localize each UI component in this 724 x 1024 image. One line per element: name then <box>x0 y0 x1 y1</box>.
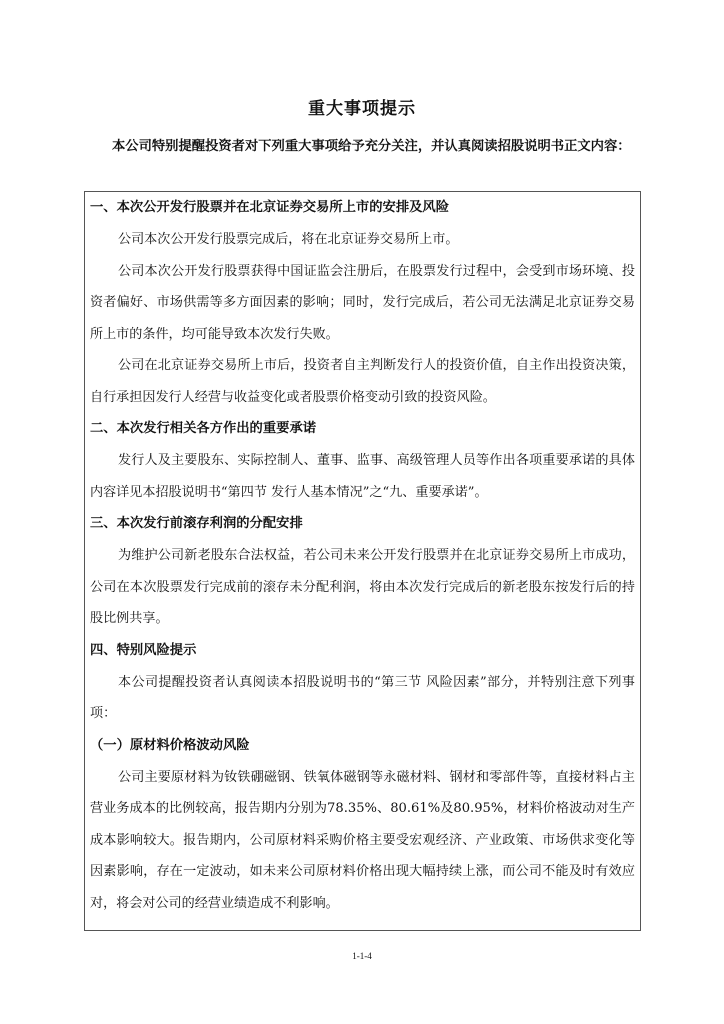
section-1-paragraph-3: 公司在北京证券交易所上市后，投资者自主判断发行人的投资价值，自主作出投资决策，自行承担因发行人经营与收益变化或者股票价格变动引致的投资风险。 <box>90 358 635 405</box>
document-title: 重大事项提示 <box>308 99 416 119</box>
subsection-paragraph: 公司主要原材料为钕铁硼磁钢、铁氧体磁钢等永磁材料、钢材和零部件等，直接材料占主营业务成本的比例较高，报告期内分别为78.35%、80.61%及80.95%，材料价格波动对生产成本影响较大。报告期内，公司原材料采购价格主要受宏观经济、产业政策、市场供求变化等因素影响，存在一定波动，如未来公司原材料价格出现大幅持续上涨，而公司不能及时有效应对，将会对公司的经营业绩造成不利影响。 <box>90 769 635 911</box>
section-1-heading: 一、本次公开发行股票并在北京证券交易所上市的安排及风险 <box>90 200 450 215</box>
section-1-paragraph-2: 公司本次公开发行股票获得中国证监会注册后，在股票发行过程中，会受到市场环境、投资者偏好、市场供需等多方面因素的影响；同时，发行完成后，若公司无法满足北京证券交易所上市的条件，均可能导致本次发行失败。 <box>90 263 635 342</box>
subsection-heading: （一）原材料价格波动风险 <box>90 737 250 753</box>
section-2-paragraph-1: 发行人及主要股东、实际控制人、董事、监事、高级管理人员等作出各项重要承诺的具体内容详见本招股说明书“第四节 发行人基本情况”之“九、重要承诺”。 <box>90 453 635 500</box>
section-2-heading: 二、本次发行相关各方作出的重要承诺 <box>90 421 317 436</box>
section-4-paragraph-1: 本公司提醒投资者认真阅读本招股说明书的“第三节 风险因素”部分，并特别注意下列事项： <box>90 674 635 721</box>
content-box <box>84 191 641 931</box>
section-1-paragraph-1: 公司本次公开发行股票完成后，将在北京证券交易所上市。 <box>118 232 459 247</box>
section-4-heading: 四、特别风险提示 <box>90 642 197 658</box>
section-3-heading: 三、本次发行前滚存利润的分配安排 <box>90 516 303 531</box>
intro-paragraph: 本公司特别提醒投资者对下列重大事项给予充分关注，并认真阅读招股说明书正文内容： <box>112 139 631 154</box>
section-3-paragraph-1: 为维护公司新老股东合法权益，若公司未来公开发行股票并在北京证券交易所上市成功，公司在本次股票发行完成前的滚存未分配利润，将由本次发行完成后的新老股东按发行后的持股比例共享。 <box>90 548 635 626</box>
page-number: 1-1-4 <box>352 951 372 961</box>
